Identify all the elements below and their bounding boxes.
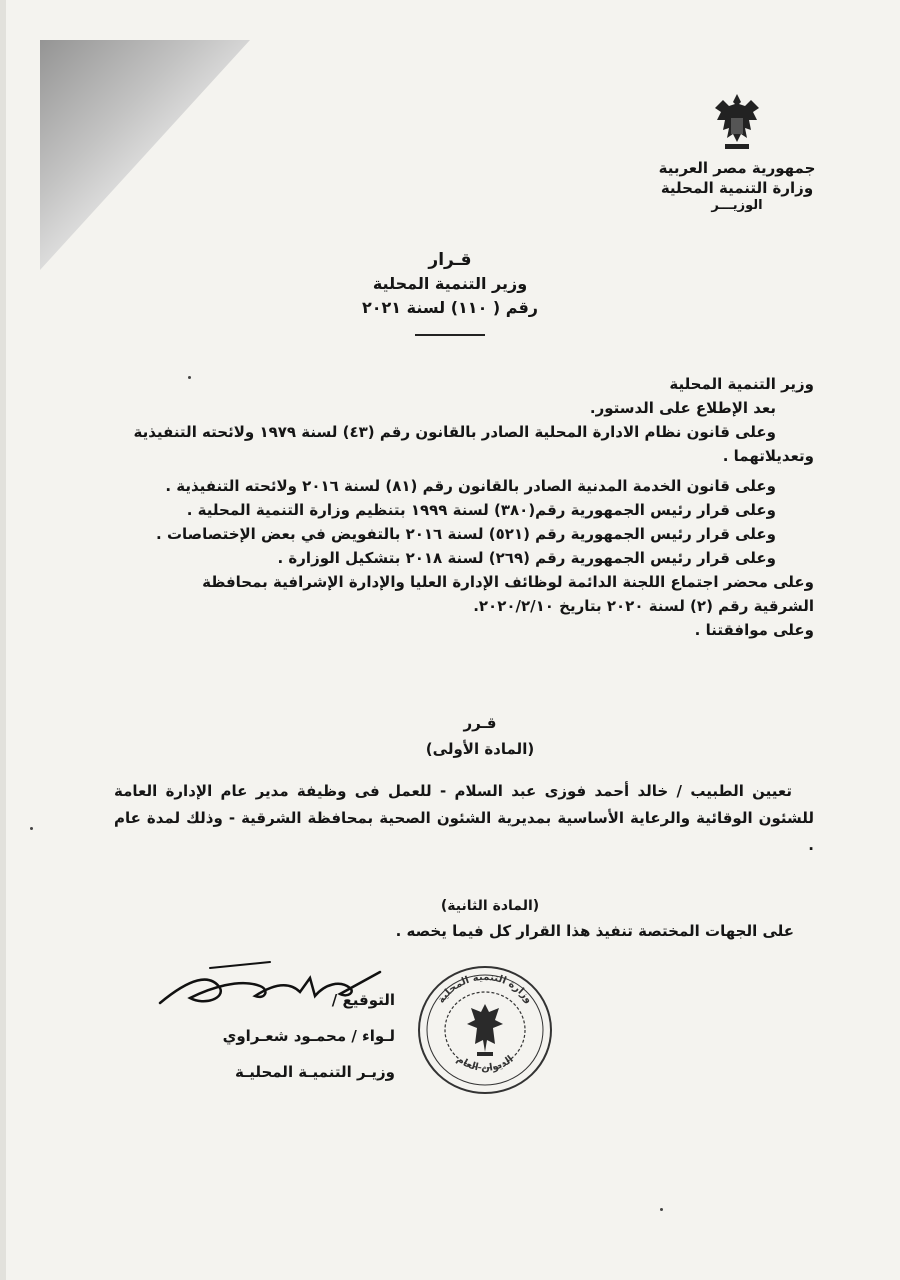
eagle-emblem-icon [707,90,767,154]
seal-ring-top: وزارة التنمية المحلية [435,971,535,1006]
signatory-name: لـواء / محمـود شعـراوي [222,1027,395,1045]
scan-speck [30,827,33,830]
article-1-text: تعيين الطبيب / خالد أحمد فوزى عبد السلام - للعمل فى وظيفة مدير عام الإدارة العامة للشئون الوقائية والرعاية الأساسية بمديرية الشئون الصحية بمحافظة الشرقية - وذلك لمدة عام . [114,782,814,854]
scan-speck [660,1208,663,1211]
preamble-line: وتعديلاتهما . [722,447,814,465]
preamble [124,372,814,642]
signature-block [135,982,395,1090]
decree-heading [380,710,580,762]
title-issuer: وزير التنمية المحلية [372,274,528,293]
title-underline [415,334,485,336]
minister-office: الوزيـــر [711,198,763,213]
preamble-line: الشرقية رقم (٢) لسنة ٢٠٢٠ بتاريخ ٢٠٢٠/٢/١٠. [473,597,814,615]
preamble-line: وعلى محضر اجتماع اللجنة الدائمة لوظائف الإدارة العليا والإدارة الإشرافية بمحافظة [202,573,814,591]
decree-number: رقم ( ١١٠) لسنة ٢٠٢١ [361,298,539,317]
article-1-title: (المادة الأولى) [425,740,535,758]
preamble-line: وعلى قرار رئيس الجمهورية رقم (٢٦٩) لسنة ٢٠١٨ بتشكيل الوزارة . [277,549,776,567]
preamble-line: وعلى قانون الخدمة المدنية الصادر بالقانون رقم (٨١) لسنة ٢٠١٦ ولائحته التنفيذية . [165,477,776,495]
preamble-line: وعلى موافقتنا . [694,621,814,639]
article-2-text: على الجهات المختصة تنفيذ هذا القرار كل فيما يخصه . [395,922,794,940]
preamble-line: وعلى قرار رئيس الجمهورية رقم(٣٨٠) لسنة ١٩٩٩ بتنظيم وزارة التنمية المحلية . [186,501,776,519]
republic-name: جمهورية مصر العربية [658,159,816,177]
preamble-line: بعد الإطلاع على الدستور. [589,399,776,417]
ministry-name: وزارة التنمية المحلية [660,179,814,197]
scan-speck [188,376,191,379]
folded-corner-shadow [40,40,250,270]
preamble-addressee: وزير التنمية المحلية [669,375,814,393]
signature-label: التوقيع / [331,991,395,1009]
article-2-title: (المادة الثانية) [440,898,540,914]
official-seal [415,962,555,1097]
preamble-line: وعلى قانون نظام الادارة المحلية الصادر بالقانون رقم (٤٣) لسنة ١٩٧٩ ولائحته التنفيذية [133,423,776,441]
letterhead [652,90,822,213]
decree-title [300,248,600,336]
title-word: قـرار [428,250,472,270]
decree-word: قـرر [463,714,497,732]
preamble-line: وعلى قرار رئيس الجمهورية رقم (٥٢١) لسنة ٢٠١٦ بالتفويض في بعض الإختصاصات . [156,525,776,543]
signatory-role: وزيـر التنميـة المحليـة [234,1063,395,1081]
seal-ring-bottom: الديوان العام [454,1053,516,1074]
scan-edge [0,0,6,1280]
